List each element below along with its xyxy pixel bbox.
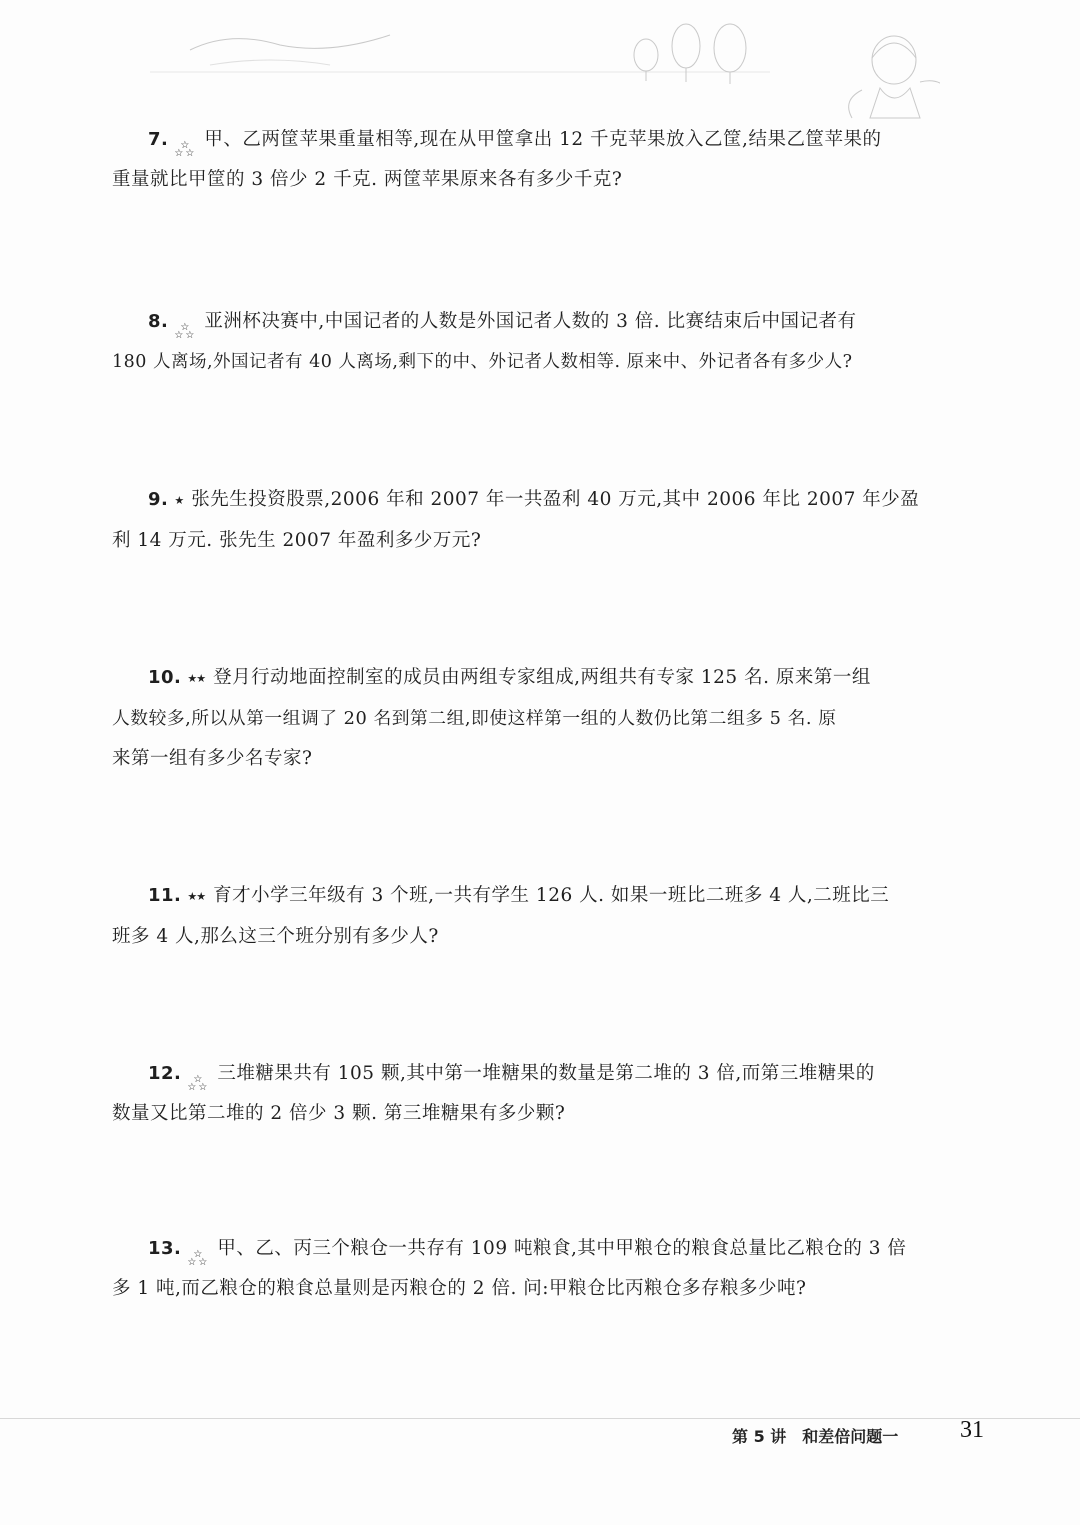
problem-number: 9. — [148, 489, 169, 510]
difficulty-stars-icon: ★★ — [187, 890, 206, 903]
problem-8-line-1 — [112, 302, 952, 342]
problem-10-line-1 — [112, 658, 952, 699]
header-illustration — [150, 10, 940, 130]
problem-number: 11. — [148, 885, 182, 906]
problem-text: 甲、乙、丙三个粮仓一共存有 109 吨粮食,其中甲粮仓的粮食总量比乙粮仓的 3 倍 — [217, 1238, 907, 1259]
problem-12-line-1 — [112, 1054, 952, 1094]
problem-number: 12. — [148, 1063, 182, 1084]
problem-10 — [112, 658, 952, 779]
problem-10-line-3: 来第一组有多少名专家? — [112, 748, 313, 769]
problem-text: 张先生投资股票,2006 年和 2007 年一共盈利 40 万元,其中 2006 年比 2007 年少盈 — [191, 489, 920, 510]
difficulty-stars-icon: ★★ — [187, 672, 206, 685]
problem-13-line-2: 多 1 吨,而乙粮仓的粮食总量则是丙粮仓的 2 倍. 问:甲粮仓比丙粮仓多存粮多少吨? — [112, 1278, 807, 1299]
problem-7 — [112, 120, 952, 200]
problem-13 — [112, 1229, 952, 1309]
problem-text: 甲、乙两筐苹果重量相等,现在从甲筐拿出 12 千克苹果放入乙筐,结果乙筐苹果的 — [204, 129, 882, 150]
problem-number: 10. — [148, 667, 182, 688]
problem-8 — [112, 302, 952, 382]
problem-11-line-1 — [112, 876, 952, 917]
problem-12 — [112, 1054, 952, 1134]
problem-text: 亚洲杯决赛中,中国记者的人数是外国记者人数的 3 倍. 比赛结束后中国记者有 — [204, 311, 857, 332]
chapter-label: 第 5 讲 和差倍问题一 — [732, 1427, 899, 1446]
problem-9 — [112, 480, 952, 561]
problem-number: 7. — [148, 129, 169, 150]
problem-13-line-1 — [112, 1229, 952, 1269]
difficulty-stars-icon: ☆ ☆ ☆ — [187, 1074, 208, 1093]
difficulty-stars-icon: ☆ ☆ ☆ — [174, 140, 195, 159]
problem-7-line-2: 重量就比甲筐的 3 倍少 2 千克. 两筐苹果原来各有多少千克? — [112, 169, 623, 190]
problem-text: 三堆糖果共有 105 颗,其中第一堆糖果的数量是第二堆的 3 倍,而第三堆糖果的 — [217, 1063, 875, 1084]
problem-number: 13. — [148, 1238, 182, 1259]
difficulty-stars-icon: ★ — [174, 494, 184, 507]
problem-text: 登月行动地面控制室的成员由两组专家组成,两组共有专家 125 名. 原来第一组 — [213, 667, 871, 688]
problem-8-line-2: 180 人离场,外国记者有 40 人离场,剩下的中、外记者人数相等. 原来中、外记者各有多少人? — [112, 352, 853, 372]
page-number: 31 — [960, 1417, 984, 1443]
footer-divider — [0, 1418, 1080, 1419]
problem-12-line-2: 数量又比第二堆的 2 倍少 3 颗. 第三堆糖果有多少颗? — [112, 1103, 566, 1124]
problem-number: 8. — [148, 311, 169, 332]
problem-9-line-1 — [112, 480, 952, 521]
problem-text: 育才小学三年级有 3 个班,一共有学生 126 人. 如果一班比二班多 4 人,二班比三 — [213, 885, 890, 906]
problem-11-line-2: 班多 4 人,那么这三个班分别有多少人? — [112, 926, 439, 947]
difficulty-stars-icon: ☆ ☆ ☆ — [174, 322, 195, 341]
problem-10-line-2: 人数较多,所以从第一组调了 20 名到第二组,即使这样第一组的人数仍比第二组多 5 名. 原 — [112, 708, 837, 729]
problem-11 — [112, 876, 952, 957]
difficulty-stars-icon: ☆ ☆ ☆ — [187, 1249, 208, 1268]
problem-9-line-2: 利 14 万元. 张先生 2007 年盈利多少万元? — [112, 530, 482, 551]
problem-7-line-1 — [112, 120, 952, 160]
